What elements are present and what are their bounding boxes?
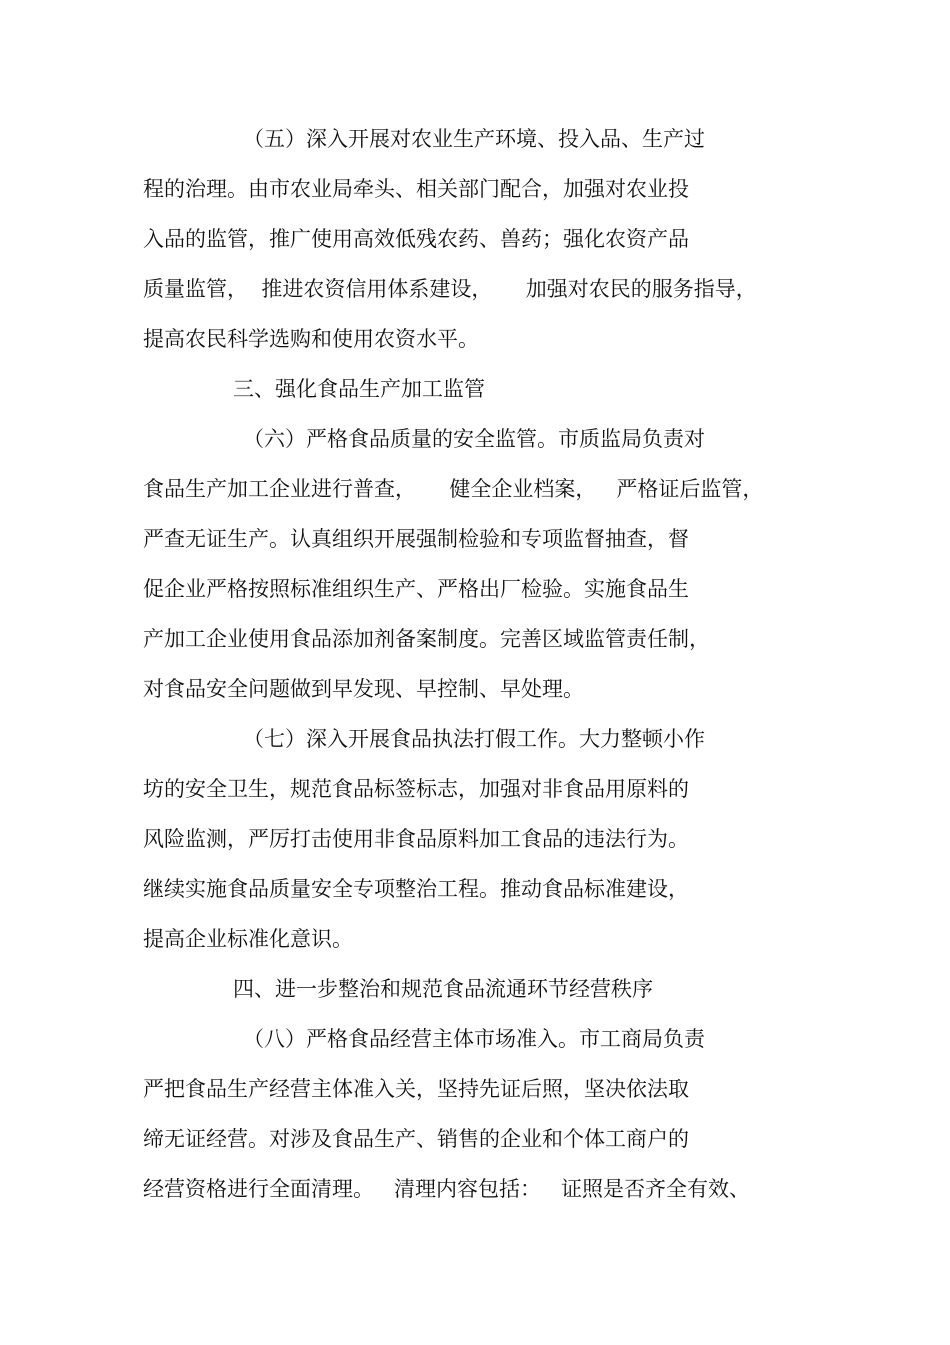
paragraph-8-line-4: 经营资格进行全面清理。 清理内容包括： 证照是否齐全有效、 bbox=[143, 1177, 751, 1201]
section-heading-3: 三、强化食品生产加工监管 bbox=[233, 377, 485, 401]
paragraph-5-line-3: 入品的监管，推广使用高效低残农药、兽药；强化农资产品 bbox=[143, 227, 689, 251]
paragraph-7-line-1: （七）深入开展食品执法打假工作。大力整顿小作 bbox=[243, 727, 705, 751]
paragraph-7-line-2: 坊的安全卫生，规范食品标签标志，加强对非食品用原料的 bbox=[143, 777, 689, 801]
paragraph-8-line-2: 严把食品生产经营主体准入关，坚持先证后照，坚决依法取 bbox=[143, 1077, 689, 1101]
paragraph-6-line-2: 食品生产加工企业进行普查， 健全企业档案， 严格证后监管， bbox=[143, 477, 764, 501]
paragraph-6-line-5: 产加工企业使用食品添加剂备案制度。完善区域监管责任制， bbox=[143, 627, 710, 651]
paragraph-5-line-2: 程的治理。由市农业局牵头、相关部门配合，加强对农业投 bbox=[143, 177, 689, 201]
paragraph-5-line-1: （五）深入开展对农业生产环境、投入品、生产过 bbox=[243, 127, 705, 151]
paragraph-8-line-3: 缔无证经营。对涉及食品生产、销售的企业和个体工商户的 bbox=[143, 1127, 689, 1151]
paragraph-8-line-1: （八）严格食品经营主体市场准入。市工商局负责 bbox=[243, 1027, 705, 1051]
paragraph-7-line-3: 风险监测，严厉打击使用非食品原料加工食品的违法行为。 bbox=[143, 827, 689, 851]
paragraph-5-line-4: 质量监管， 推进农资信用体系建设， 加强对农民的服务指导， bbox=[143, 277, 757, 301]
paragraph-7-line-5: 提高企业标准化意识。 bbox=[143, 927, 353, 951]
paragraph-7-line-4: 继续实施食品质量安全专项整治工程。推动食品标准建设， bbox=[143, 877, 689, 901]
paragraph-6-line-1: （六）严格食品质量的安全监管。市质监局负责对 bbox=[243, 427, 705, 451]
paragraph-6-line-6: 对食品安全问题做到早发现、早控制、早处理。 bbox=[143, 677, 584, 701]
paragraph-6-line-3: 严查无证生产。认真组织开展强制检验和专项监督抽查，督 bbox=[143, 527, 689, 551]
section-heading-4: 四、进一步整治和规范食品流通环节经营秩序 bbox=[233, 977, 653, 1001]
paragraph-5-line-5: 提高农民科学选购和使用农资水平。 bbox=[143, 327, 479, 351]
paragraph-6-line-4: 促企业严格按照标准组织生产、严格出厂检验。实施食品生 bbox=[143, 577, 689, 601]
